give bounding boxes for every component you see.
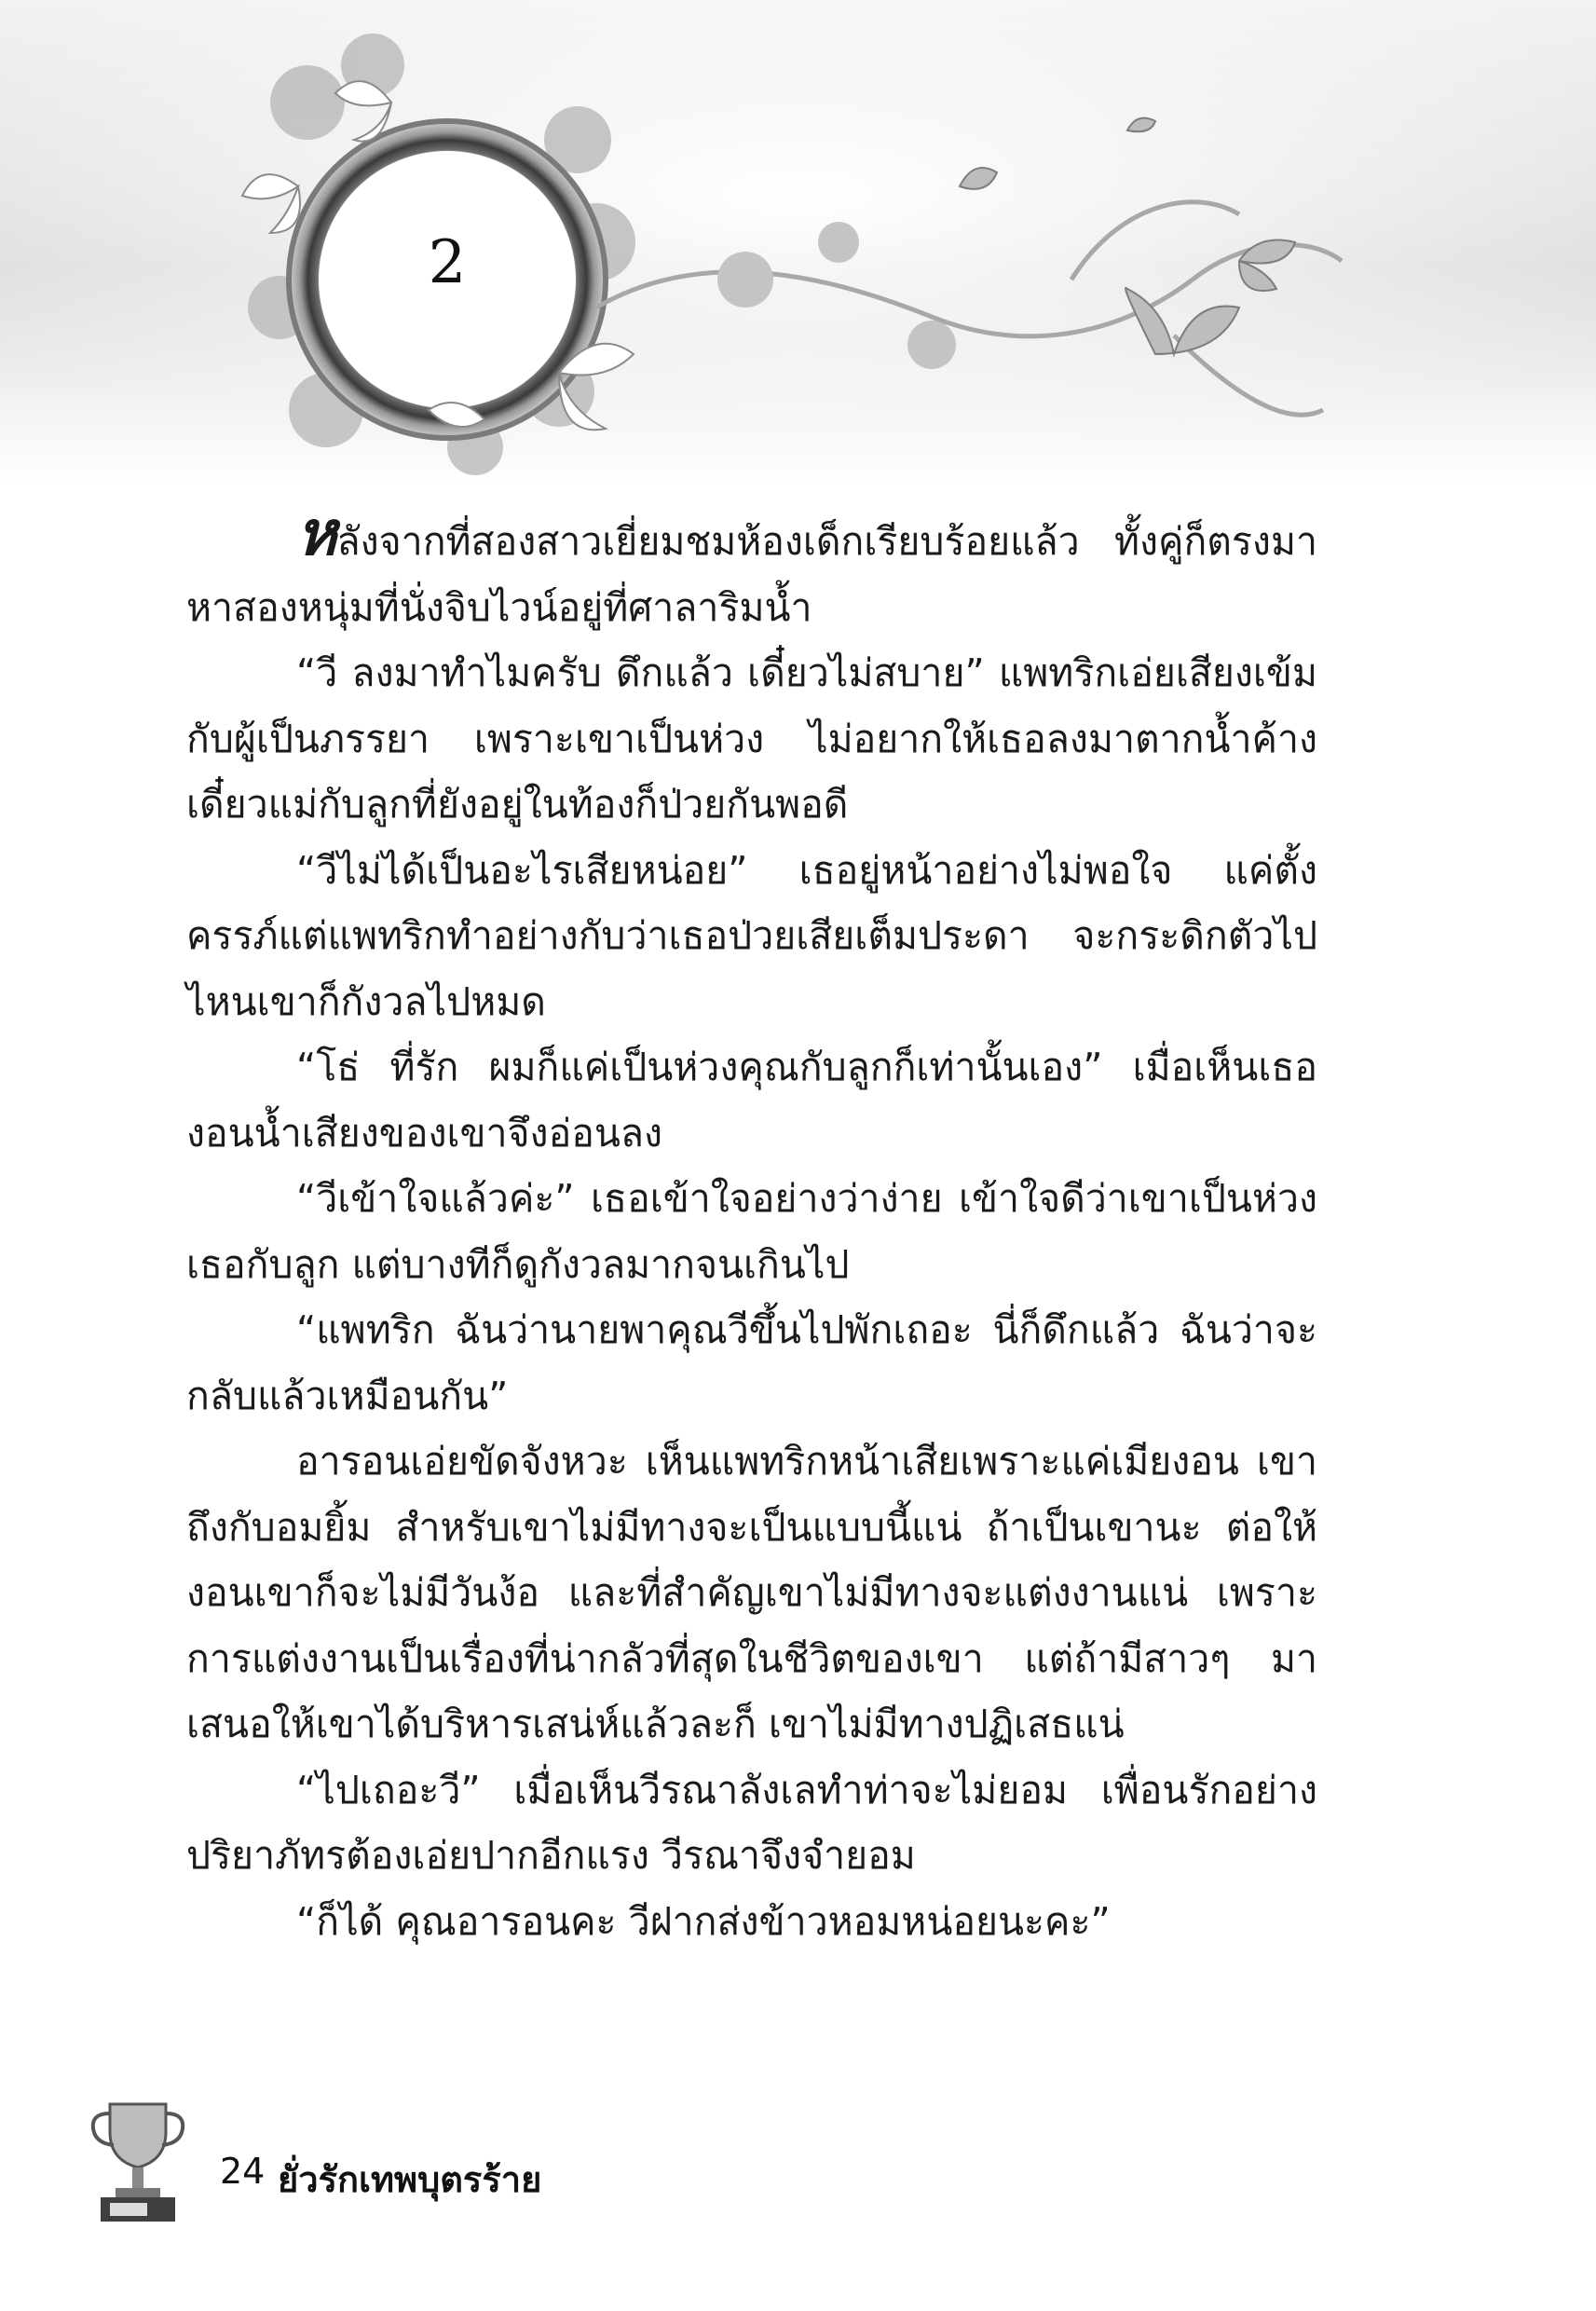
paragraph: อารอนเอ่ยขัดจังหวะ เห็นแพทริกหน้าเสียเพราะแค่เมียงอน เขาถึงกับอมยิ้ม สำหรับเขาไม่มีทางจะเป็นแบบนี้แน่ ถ้าเป็นเขานะ ต่อให้งอนเขาก็จะไม่มีวันง้อ และที่สำคัญเขาไม่มีทางจะแต่งงานแน่ เพราะการแต่งงานเป็นเรื่องที่น่ากลัวที่สุดในชีวิตของเขา แต่ถ้ามีสาวๆ มาเสนอให้เขาได้บริหารเสน่ห์แล้วละก็ เขาไม่มีทางปฏิเสธแน่ xyxy=(186,1439,1317,1746)
chapter-number: 2 xyxy=(428,228,467,297)
paragraph: “โธ่ ที่รัก ผมก็แค่เป็นห่วงคุณกับลูกก็เท่านั้นเอง” เมื่อเห็นเธองอนน้ำเสียงของเขาจึงอ่อนลง xyxy=(186,1045,1317,1156)
paragraph: “แพทริก ฉันว่านายพาคุณวีขึ้นไปพักเถอะ นี่ก็ดึกแล้ว ฉันว่าจะกลับแล้วเหมือนกัน” xyxy=(186,1307,1317,1418)
chapter-body xyxy=(186,498,1317,1954)
page-number: 24 xyxy=(220,2151,266,2192)
paragraph: “ก็ได้ คุณอารอนคะ วีฝากส่งข้าวหอมหน่อยนะคะ” xyxy=(296,1898,1111,1944)
paragraph xyxy=(186,498,1317,640)
paragraph: “วี ลงมาทำไมครับ ดึกแล้ว เดี๋ยวไม่สบาย” แพทริกเอ่ยเสียงเข้มกับผู้เป็นภรรยา เพราะเขาเป็นห่วง ไม่อยากให้เธอลงมาตากน้ำค้าง เดี๋ยวแม่กับลูกที่ยังอยู่ในท้องก็ป่วยกันพอดี xyxy=(186,650,1317,827)
trophy-icon xyxy=(82,2097,194,2227)
page-footer xyxy=(82,2097,734,2227)
paragraph: “ไปเถอะวี” เมื่อเห็นวีรณาลังเลทำท่าจะไม่ยอม เพื่อนรักอย่างปริยาภัทรต้องเอ่ยปากอีกแรง วีรณาจึงจำยอม xyxy=(186,1767,1317,1878)
paragraph: “วีไม่ได้เป็นอะไรเสียหน่อย” เธอยู่หน้าอย่างไม่พอใจ แค่ตั้งครรภ์แต่แพทริกทำอย่างกับว่าเธอป่วยเสียเต็มประดา จะกระดิกตัวไปไหนเขาก็กังวลไปหมด xyxy=(186,847,1317,1024)
paragraph-text: ลังจากที่สองสาวเยี่ยมชมห้องเด็กเรียบร้อยแล้ว ทั้งคู่ก็ตรงมาหาสองหนุ่มที่นั่งจิบไวน์อยู่ที่ศาลาริมน้ำ xyxy=(186,519,1317,630)
drop-initial: ห xyxy=(296,498,337,569)
book-title: ยั่วรักเทพบุตรร้าย xyxy=(278,2159,542,2200)
chapter-header-banner xyxy=(0,0,1596,485)
paragraph: “วีเข้าใจแล้วค่ะ” เธอเข้าใจอย่างว่าง่าย เข้าใจดีว่าเขาเป็นห่วงเธอกับลูก แต่บางทีก็ดูกังวลมากจนเกินไป xyxy=(186,1176,1317,1287)
